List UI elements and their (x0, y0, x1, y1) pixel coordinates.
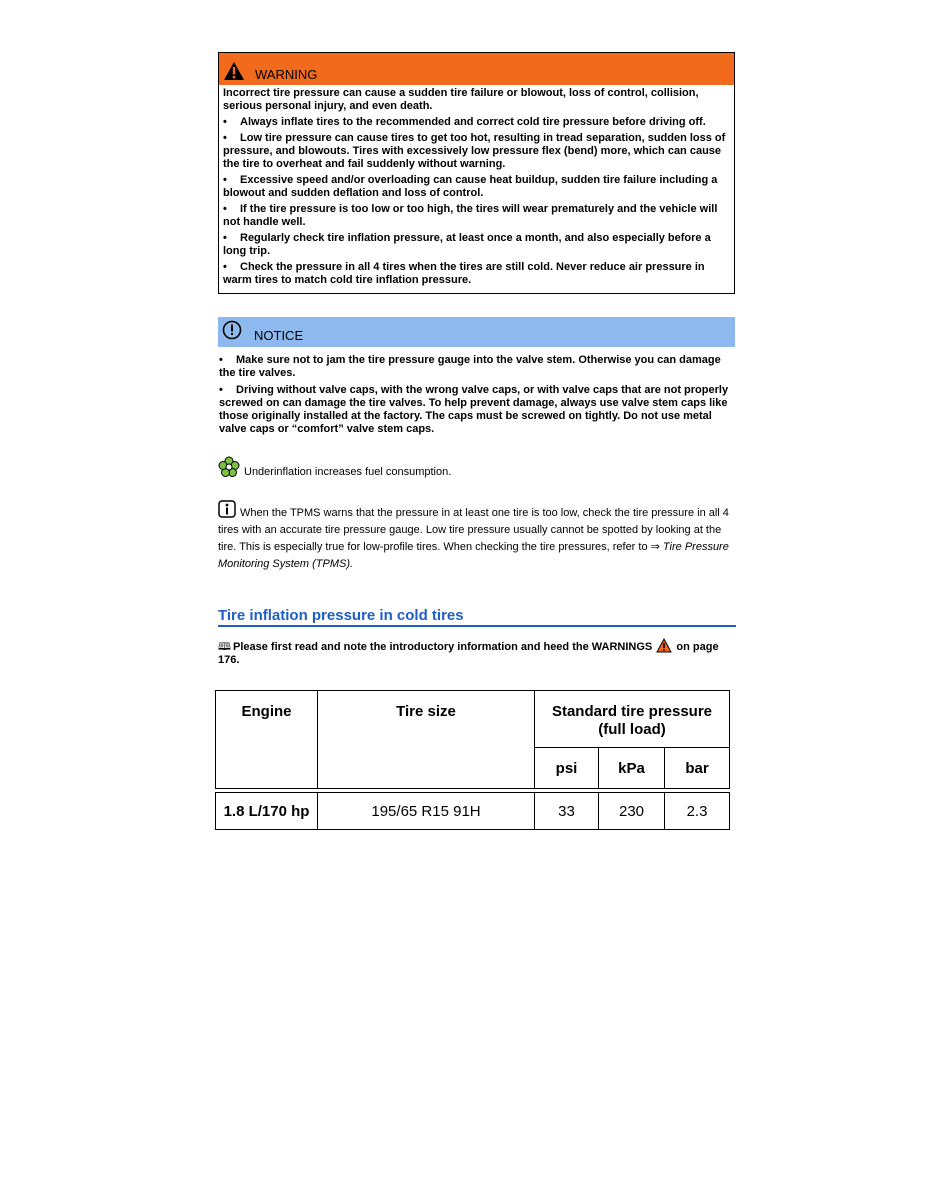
warning-intro: Incorrect tire pressure can cause a sudden tire failure or blowout, loss of control, collision, serious personal injury, and even death. (223, 87, 699, 112)
cell-bar: 2.3 (665, 793, 730, 830)
info-note-text: When the TPMS warns that the pressure in at least one tire is too low, check the tire pressure in all 4 tires with an accurate tire pressure gauge. Low tire pressure usually cannot be spotted by looking at the tire. This is especially true for low-profile tires. When checking the tire pressures, refer to ⇒ (218, 507, 729, 553)
table-header-row (216, 691, 730, 748)
table-row (216, 793, 730, 830)
column-header-bar: bar (665, 748, 730, 789)
manual-page (218, 52, 735, 850)
warning-item: • Regularly check tire inflation pressure, at least once a month, and also especially before a long trip. (223, 232, 730, 258)
cell-tire-size: 195/65 R15 91H (318, 793, 535, 830)
section-intro (218, 638, 735, 667)
warning-header (219, 53, 734, 85)
table-wrapper (218, 690, 735, 850)
warning-item: • Low tire pressure can cause tires to get too hot, resulting in tread separation, sudden loss of pressure, and blowouts. Tires with excessively low pressure flex (bend) more, which can cause the tire to overheat and fail suddenly without warning. (223, 132, 730, 171)
exclamation-circle-icon (222, 320, 242, 340)
notice-header (218, 317, 735, 347)
section-intro-page: on page 176. (218, 641, 719, 666)
cell-engine: 1.8 L/170 hp (216, 793, 318, 830)
tpms-reference-link[interactable]: Tire Pressure Monitoring System (TPMS). (218, 541, 729, 570)
column-header-tire-size: Tire size (318, 691, 535, 789)
cell-psi: 33 (535, 793, 599, 830)
warning-triangle-icon (223, 61, 245, 81)
notice-title: NOTICE (254, 327, 304, 343)
environment-note (218, 456, 735, 478)
info-icon (218, 500, 236, 518)
notice-item: • Driving without valve caps, with the wrong valve caps, or with valve caps that are not properly screwed on can damage the tire valves. To help prevent damage, always use valve stem caps like those originally installed at the factory. The caps must be screwed on tightly. Do not use metal valve caps or “comfort” valve stem caps. (219, 384, 735, 436)
notice-body (218, 347, 735, 436)
flower-icon (218, 456, 240, 478)
info-note (218, 500, 735, 573)
section-title: Tire inflation pressure in cold tires (218, 607, 736, 627)
warning-triangle-icon (656, 638, 672, 653)
tire-pressure-table (215, 690, 730, 830)
column-header-pressure: Standard tire pressure (full load) (535, 691, 730, 748)
environment-note-text: Underinflation increases fuel consumption. (244, 466, 452, 478)
cell-kpa: 230 (599, 793, 665, 830)
warning-item: • If the tire pressure is too low or too high, the tires will wear prematurely and the vehicle will not handle well. (223, 203, 730, 229)
column-header-kpa: kPa (599, 748, 665, 789)
column-header-psi: psi (535, 748, 599, 789)
book-icon: 🕮 (218, 641, 231, 653)
warning-title: WARNING (255, 67, 318, 82)
column-header-engine: Engine (216, 691, 318, 789)
warning-box (218, 52, 735, 294)
warning-body (219, 85, 734, 293)
warning-item: • Excessive speed and/or overloading can cause heat buildup, sudden tire failure including a blowout and sudden deflation and loss of control. (223, 174, 730, 200)
notice-item: • Make sure not to jam the tire pressure gauge into the valve stem. Otherwise you can damage the tire valves. (219, 354, 735, 380)
warning-item: • Check the pressure in all 4 tires when the tires are still cold. Never reduce air pressure in warm tires to match cold tire inflation pressure. (223, 261, 730, 287)
warning-item: • Always inflate tires to the recommended and correct cold tire pressure before driving off. (223, 116, 730, 129)
section-intro-text: Please first read and note the introductory information and heed the WARNINGS (232, 641, 653, 653)
